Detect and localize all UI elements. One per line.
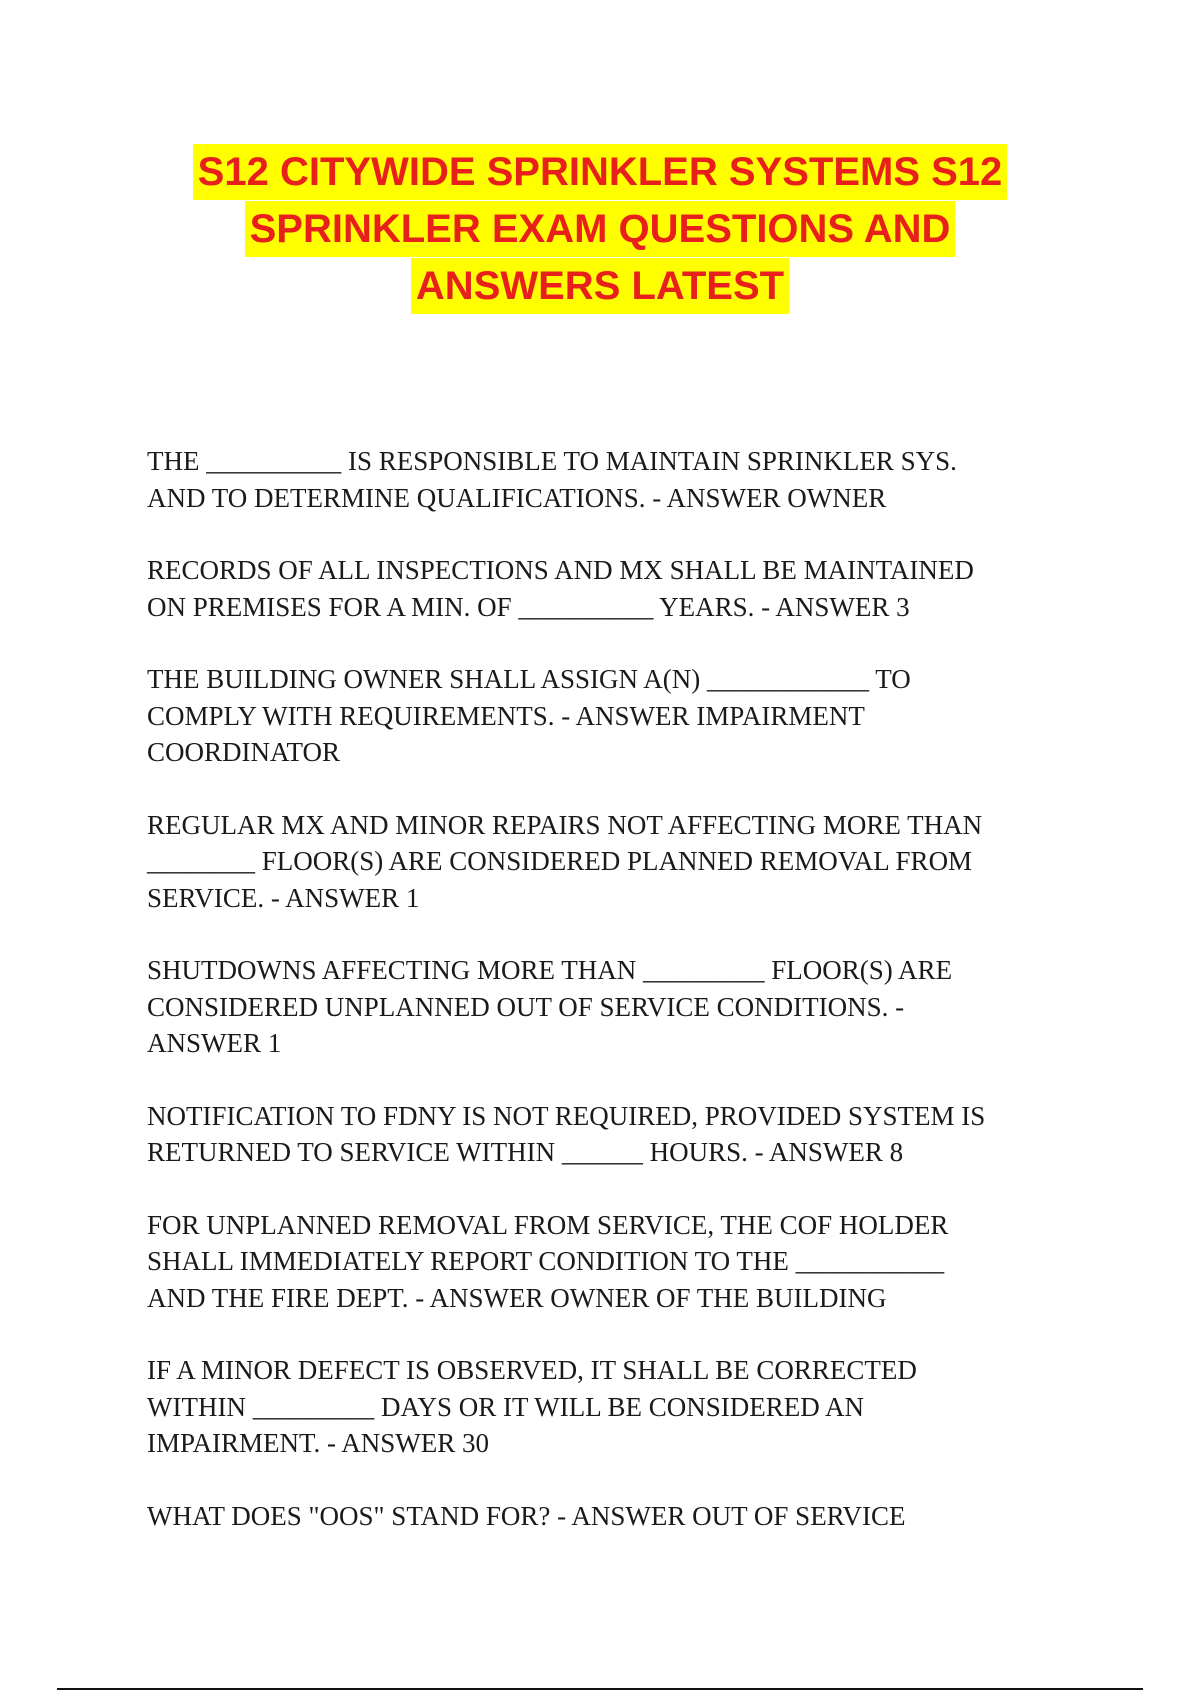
qa-item-1: THE __________ IS RESPONSIBLE TO MAINTAIN SPRINKLER SYS. AND TO DETERMINE QUALIFICATIONS. - ANSWER OWNER — [147, 446, 957, 513]
qa-item-3: THE BUILDING OWNER SHALL ASSIGN A(N) ____________ TO COMPLY WITH REQUIREMENTS. - ANSWER IMPAIRMENT COORDINATOR — [147, 664, 911, 767]
qa-item-7: FOR UNPLANNED REMOVAL FROM SERVICE, THE COF HOLDER SHALL IMMEDIATELY REPORT CONDITION TO THE ___________ AND THE FIRE DEPT. - ANSWER OWNER OF THE BUILDING — [147, 1209, 949, 1313]
page-bottom-divider — [57, 1688, 1143, 1690]
qa-item-6: NOTIFICATION TO FDNY IS NOT REQUIRED, PROVIDED SYSTEM IS RETURNED TO SERVICE WITHIN ______ HOURS. - ANSWER 8 — [147, 1100, 986, 1167]
title-line-2: SPRINKLER EXAM QUESTIONS AND — [245, 201, 956, 257]
qa-item-4: REGULAR MX AND MINOR REPAIRS NOT AFFECTING MORE THAN ________ FLOOR(S) ARE CONSIDERED PLANNED REMOVAL FROM SERVICE. - ANSWER 1 — [147, 809, 983, 913]
title-line-3: ANSWERS LATEST — [411, 258, 789, 314]
title-line-1: S12 CITYWIDE SPRINKLER SYSTEMS S12 — [193, 144, 1008, 200]
qa-list — [147, 443, 1067, 1570]
document-title — [0, 144, 1200, 315]
qa-item-8: IF A MINOR DEFECT IS OBSERVED, IT SHALL BE CORRECTED WITHIN _________ DAYS OR IT WILL BE CONSIDERED AN IMPAIRMENT. - ANSWER 30 — [147, 1355, 917, 1458]
qa-item-2: RECORDS OF ALL INSPECTIONS AND MX SHALL BE MAINTAINED ON PREMISES FOR A MIN. OF __________ YEARS. - ANSWER 3 — [147, 555, 974, 622]
qa-item-9: WHAT DOES "OOS" STAND FOR? - ANSWER OUT OF SERVICE — [147, 1500, 906, 1531]
qa-item-5: SHUTDOWNS AFFECTING MORE THAN _________ FLOOR(S) ARE CONSIDERED UNPLANNED OUT OF SERVICE CONDITIONS. - ANSWER 1 — [147, 955, 953, 1058]
